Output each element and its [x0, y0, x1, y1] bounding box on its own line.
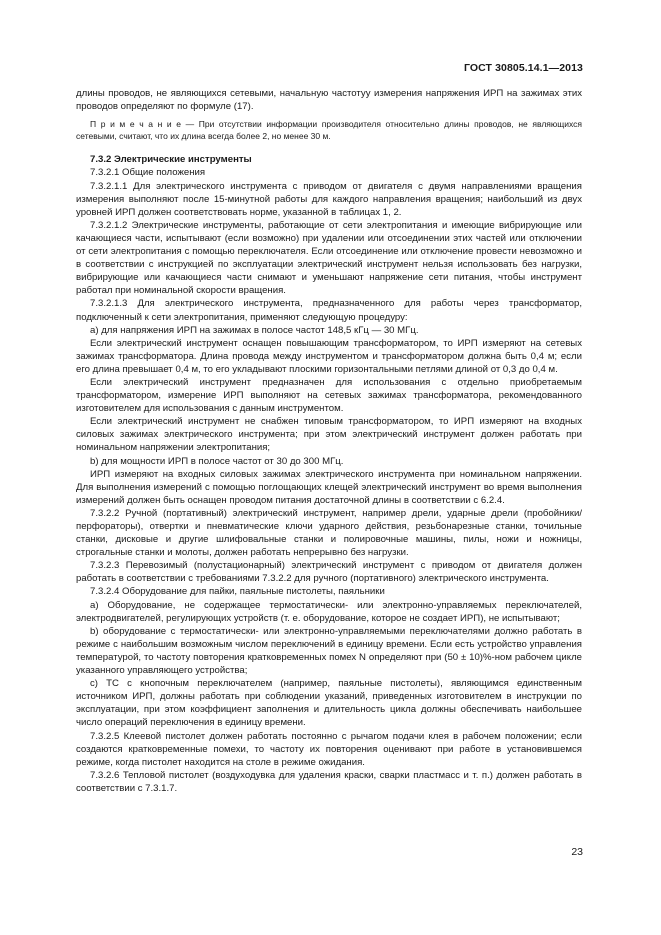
- paragraph: 7.3.2.1.3 Для электрического инструмента, предназначенного для работы через трансформатор, подключенный к сети электропитания, применяют следующую процедуру:: [76, 298, 582, 323]
- subsection-heading: 7.3.2.1 Общие положения: [90, 167, 206, 179]
- paragraph: 7.3.2.5 Клеевой пистолет должен работать постоянно с рычагом подачи клея в рабочем положении; если создаются кратковременные помехи, то частоту их повторения оценивают при работе в установившемся режиме, когда пистолет находится на столе в режиме ожидания.: [76, 730, 582, 768]
- list-item: а) для напряжения ИРП на зажимах в полосе частот 148,5 кГц — 30 МГц.: [90, 324, 419, 336]
- paragraph: длины проводов, не являющихся сетевыми, начальную частотуу измерения напряжения ИРП на зажимах этих проводов определяют по формуле (17).: [76, 88, 582, 113]
- paragraph: 7.3.2.2 Ручной (портативный) электрический инструмент, например дрели, ударные дрели (пробойники/перфораторы), отвертки и пневматические ключи ударного действия, резьбонарезные станки, точильные станки, дисковые и другие шлифовальные станки и полировочные машины, пилы, ножи и ножницы, строгальные станки и молоты, должен работать непрерывно без нагрузки.: [76, 507, 582, 559]
- page-number: 23: [571, 846, 583, 858]
- list-item: b) для мощности ИРП в полосе частот от 30 до 300 МГц.: [90, 455, 344, 467]
- subsection-heading: 7.3.2.4 Оборудование для пайки, паяльные пистолеты, паяльники: [90, 586, 385, 598]
- paragraph: ИРП измеряют на входных силовых зажимах электрического инструмента при номинальном напряжении. Для выполнения измерений с помощью поглощающих клещей электрический инструмент во время выполнения измерений должен быть оснащен проводом питания достаточной длины в соответствии с 6.2.4.: [76, 468, 582, 506]
- note: П р и м е ч а н и е — При отсутствии информации производителя относительно длины проводов, не являющихся сетевыми, считают, что их длина всегда более 2, но менее 30 м.: [76, 119, 582, 141]
- section-heading: 7.3.2 Электрические инструменты: [90, 154, 252, 166]
- paragraph: Если электрический инструмент оснащен повышающим трансформатором, то ИРП измеряют на сетевых зажимах трансформатора. Длина провода между инструментом и трансформатором должна быть 0,4 м; если его длина превышает 0,4 м, то его укладывают плоскими горизонтальными петлями длиной от 0,3 до 0,4 м.: [76, 337, 582, 375]
- paragraph: 7.3.2.3 Перевозимый (полустационарный) электрический инструмент с приводом от двигателя должен работать в соответствии с требованиями 7.3.2.2 для ручного (портативного) электрического инструмента.: [76, 560, 582, 585]
- paragraph: 7.3.2.6 Тепловой пистолет (воздуходувка для удаления краски, сварки пластмасс и т. п.) должен работать в соответствии с 7.3.1.7.: [76, 769, 582, 794]
- list-item: а) Оборудование, не содержащее термостатически- или электронно-управляемых переключателей, электродвигателей, регулирующих устройств (т. е. оборудование, которое не создает ИРП), не испытывают;: [76, 599, 582, 624]
- paragraph: 7.3.2.1.1 Для электрического инструмента с приводом от двигателя с двумя направлениями вращения измерения выполняют после 15-минутной работы для каждого направления вращения; наибольший из двух уровней ИРП должен соответствовать норме, указанной в таблицах 1, 2.: [76, 180, 582, 218]
- list-item: b) оборудование с термостатически- или электронно-управляемыми переключателями должно работать в режиме с наибольшим возможным числом переключений в единицу времени. Если есть устройство управления температурой, то частоту повторения кратковременных помех N определяют при (50 ± 10)%-ном рабочем цикле указанного управляющего устройства;: [76, 625, 582, 677]
- document-header: ГОСТ 30805.14.1—2013: [463, 62, 583, 74]
- list-item: с) ТС с кнопочным переключателем (например, паяльные пистолеты), являющимся единственным источником ИРП, должны работать при соблюдении указаний, приведенных изготовителем в инструкции по эксплуатации, при этом коэффициент заполнения и длительность цикла должны обеспечивать наибольшее число операций переключения в единицу времени.: [76, 678, 582, 729]
- paragraph: Если электрический инструмент предназначен для использования с отдельно приобретаемым трансформатором, измерение ИРП выполняют на сетевых зажимах трансформатора, рекомендованного изготовителем для использования с данным инструментом.: [76, 376, 582, 415]
- paragraph: Если электрический инструмент не снабжен типовым трансформатором, то ИРП измеряют на входных силовых зажимах электрического инструмента; при этом электрический инструмент должен работать при номинальном напряжении электропитания;: [76, 416, 582, 454]
- document-body: [76, 87, 582, 795]
- paragraph: 7.3.2.1.2 Электрические инструменты, работающие от сети электропитания и имеющие вибрирующие или качающиеся части, испытывают (если возможно) при удалении или отсоединении этих частей или отключении от сети электропитания с помощью переключателя. Если отсоединение или отключение провести невозможно и в соответствии с инструкцией по эксплуатации электрический инструмент нельзя использовать без нагрузки, вибрирующие или качающиеся части снимают и уменьшают напряжение сети питания, чтобы инструмент работал при номинальной скорости вращения.: [76, 219, 582, 297]
